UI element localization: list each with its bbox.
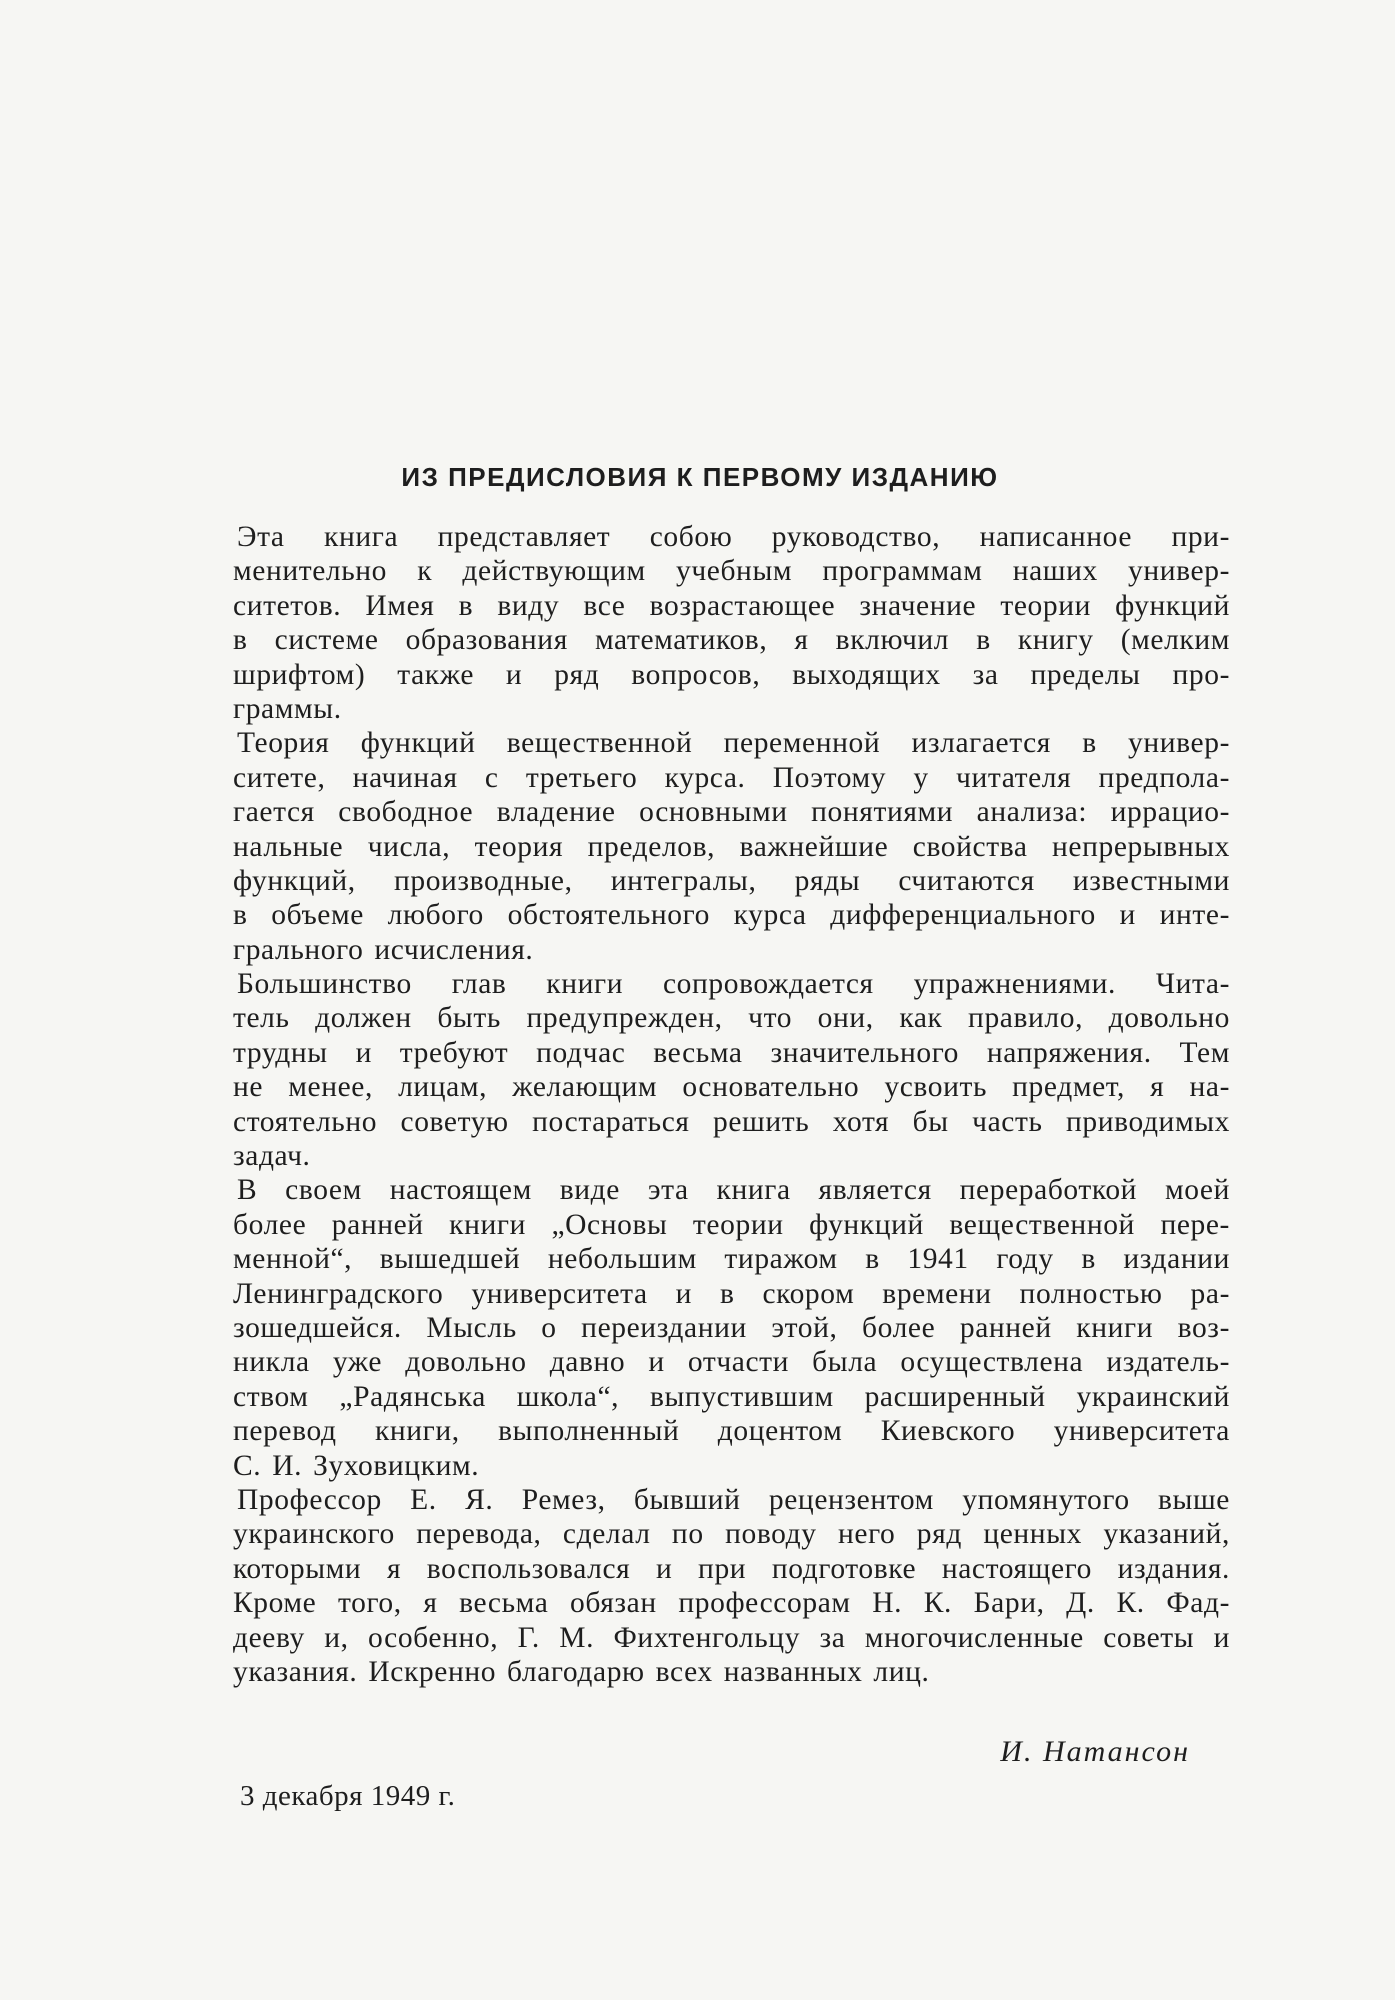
paragraph	[233, 520, 1230, 726]
text-line: гается свободное владение основными понятиями анализа: иррацио-	[233, 796, 1230, 829]
paragraph	[233, 726, 1230, 967]
text-line: тель должен быть предупрежден, что они, как правило, довольно	[233, 1002, 1230, 1035]
text-line: не менее, лицам, желающим основательно усвоить предмет, я на-	[233, 1071, 1230, 1104]
text-line: Эта книга представляет собою руководство, написанное при-	[237, 521, 1230, 553]
text-line: перевод книги, выполненный доцентом Киевского университета	[233, 1415, 1230, 1448]
text-line: никла уже довольно давно и отчасти была осуществлена издатель-	[233, 1346, 1230, 1379]
text-line: менительно к действующим учебным программам наших универ-	[233, 555, 1230, 588]
text-line: стоятельно советую постараться решить хотя бы часть приводимых	[233, 1105, 1230, 1138]
text-line: граммы.	[233, 692, 342, 725]
text-line: грального исчисления.	[233, 933, 534, 966]
section-heading: ИЗ ПРЕДИСЛОВИЯ К ПЕРВОМУ ИЗДАНИЮ	[401, 462, 999, 492]
text-line: Кроме того, я весьма обязан профессорам Н. К. Бари, Д. К. Фад-	[233, 1587, 1230, 1620]
text-line: дееву и, особенно, Г. М. Фихтенгольцу за многочисленные советы и	[233, 1621, 1230, 1654]
text-line: менной“, вышедшей небольшим тиражом в 1941 году в издании	[233, 1243, 1230, 1276]
text-line: шрифтом) также и ряд вопросов, выходящих за пределы про-	[233, 658, 1230, 691]
text-line: трудны и требуют подчас весьма значительного напряжения. Тем	[233, 1036, 1230, 1069]
text-line: нальные числа, теория пределов, важнейшие свойства непрерывных	[233, 830, 1230, 863]
text-line: ситетов. Имея в виду все возрастающее значение теории функций	[233, 589, 1230, 622]
text-line: зошедшейся. Мысль о переиздании этой, более ранней книги воз-	[233, 1311, 1230, 1344]
text-line: которыми я воспользовался и при подготовке настоящего издания.	[233, 1552, 1230, 1585]
text-line: Теория функций вещественной переменной излагается в универ-	[237, 727, 1230, 760]
paragraph	[233, 1483, 1230, 1689]
text-line: ситете, начиная с третьего курса. Поэтому у читателя предпола-	[233, 761, 1230, 794]
body-text	[233, 520, 1230, 1689]
text-line: Профессор Е. Я. Ремез, бывший рецензентом упомянутого выше	[237, 1483, 1230, 1516]
text-line: задач.	[233, 1140, 311, 1173]
text-line: украинского перевода, сделал по поводу него ряд ценных указаний,	[233, 1518, 1230, 1551]
author-signature: И. Натансон	[1000, 1735, 1190, 1768]
text-line: функций, производные, интегралы, ряды считаются известными	[233, 864, 1230, 897]
date-line: 3 декабря 1949 г.	[240, 1780, 456, 1812]
text-line: в объеме любого обстоятельного курса дифференциального и инте-	[233, 899, 1230, 932]
text-line: Большинство глав книги сопровождается упражнениями. Чита-	[237, 968, 1230, 1001]
text-line: Ленинградского университета и в скором времени полностью ра-	[233, 1277, 1230, 1310]
text-line: С. И. Зуховицким.	[233, 1449, 480, 1482]
text-line: ством „Радянська школа“, выпустившим расширенный украинский	[233, 1380, 1230, 1413]
paragraph	[233, 967, 1230, 1173]
paragraph	[233, 1173, 1230, 1483]
text-line: указания. Искренно благодарю всех названных лиц.	[233, 1655, 930, 1688]
text-line: более ранней книги „Основы теории функций вещественной пере-	[233, 1208, 1230, 1241]
text-line: в системе образования математиков, я включил в книгу (мелким	[233, 624, 1230, 657]
text-line: В своем настоящем виде эта книга является переработкой моей	[237, 1174, 1230, 1207]
